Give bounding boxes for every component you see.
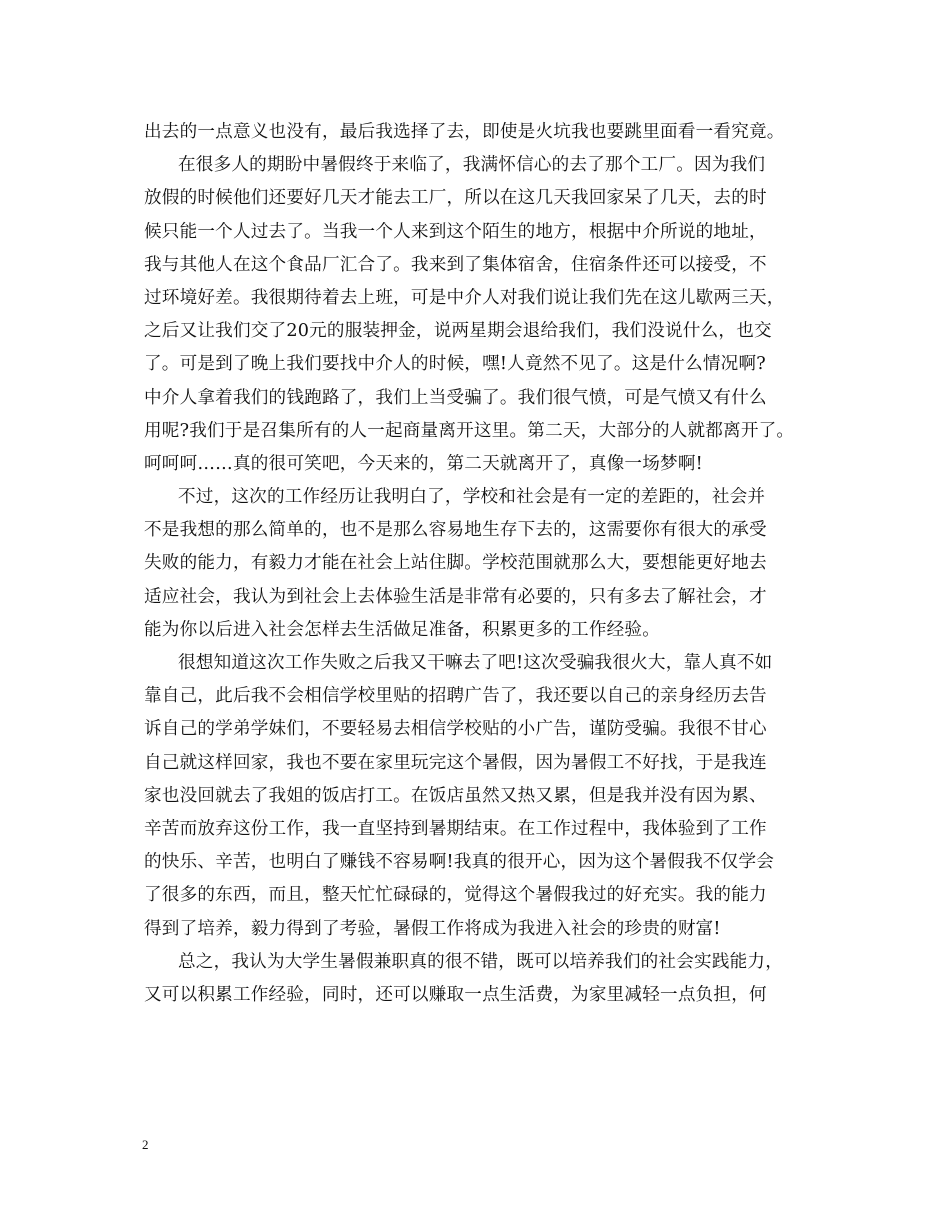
text-line: 得到了培养，毅力得到了考验，暑假工作将成为我进入社会的珍贵的财富! — [144, 918, 721, 939]
paragraph-start-line: 在很多人的期盼中暑假终于来临了，我满怀信心的去了那个工厂。因为我们 — [178, 155, 766, 176]
text-line: 的快乐、辛苦，也明白了赚钱不容易啊!我真的很开心，因为这个暑假我不仅学会 — [144, 852, 775, 873]
text-line: 了很多的东西，而且，整天忙忙碌碌的，觉得这个暑假我过的好充实。我的能力 — [144, 885, 767, 906]
text-line: 诉自己的学弟学妹们，不要轻易去相信学校贴的小广告，谨防受骗。我很不甘心 — [144, 719, 767, 740]
text-line: 过环境好差。我很期待着去上班，可是中介人对我们说让我们先在这儿歇两三天， — [144, 287, 785, 308]
paragraph-start-line: 总之，我认为大学生暑假兼职真的很不错，既可以培养我们的社会实践能力， — [178, 951, 783, 972]
text-line: 适应社会，我认为到社会上去体验生活是非常有必要的，只有多去了解社会，才 — [144, 586, 767, 607]
paragraph-start-line: 很想知道这次工作失败之后我又干嘛去了吧!这次受骗我很火大，靠人真不如 — [178, 653, 773, 673]
text-line: 用呢?我们于是召集所有的人一起商量离开这里。第二天，大部分的人就都离开了。 — [144, 420, 795, 441]
text-line: 又可以积累工作经验，同时，还可以赚取一点生活费，为家里减轻一点负担，何 — [144, 984, 767, 1005]
text-line: 了。可是到了晚上我们要找中介人的时候，嘿!人竟然不见了。这是什么情况啊? — [144, 354, 766, 375]
text-line: 家也没回就去了我姐的饭店打工。在饭店虽然又热又累，但是我并没有因为累、 — [144, 785, 767, 806]
text-line: 靠自己，此后我不会相信学校里贴的招聘广告了，我还要以自己的亲身经历去告 — [144, 686, 767, 707]
text-line: 我与其他人在这个食品厂汇合了。我来到了集体宿舍，住宿条件还可以接受，不 — [144, 254, 767, 275]
text-line: 自己就这样回家，我也不要在家里玩完这个暑假，因为暑假工不好找，于是我连 — [144, 752, 767, 773]
text-line: 放假的时候他们还要好几天才能去工厂，所以在这几天我回家呆了几天，去的时 — [144, 188, 767, 209]
text-line: 不是我想的那么简单的，也不是那么容易地生存下去的，这需要你有很大的承受 — [144, 520, 767, 541]
text-line: 失败的能力，有毅力才能在社会上站住脚。学校范围就那么大，要想能更好地去 — [144, 553, 767, 574]
text-line: 出去的一点意义也没有，最后我选择了去，即使是火坑我也要跳里面看一看究竟。 — [144, 122, 785, 142]
paragraph-start-line: 不过，这次的工作经历让我明白了，学校和社会是有一定的差距的，社会并 — [178, 487, 766, 508]
text-line: 能为你以后进入社会怎样去生活做足准备，积累更多的工作经验。 — [144, 619, 661, 640]
body-text — [144, 116, 824, 1012]
text-line: 呵呵呵……真的很可笑吧，今天来的，第二天就离开了，真像一场梦啊! — [144, 453, 703, 474]
text-line: 辛苦而放弃这份工作，我一直坚持到暑期结束。在工作过程中，我体验到了工作 — [144, 818, 767, 839]
page-number: 2 — [142, 1137, 149, 1152]
text-line: 候只能一个人过去了。当我一个人来到这个陌生的地方，根据中介所说的地址， — [144, 221, 767, 242]
text-line: 中介人拿着我们的钱跑路了，我们上当受骗了。我们很气愤，可是气愤又有什么 — [144, 387, 767, 408]
text-line: 之后又让我们交了20元的服装押金，说两星期会退给我们，我们没说什么，也交 — [144, 321, 772, 342]
